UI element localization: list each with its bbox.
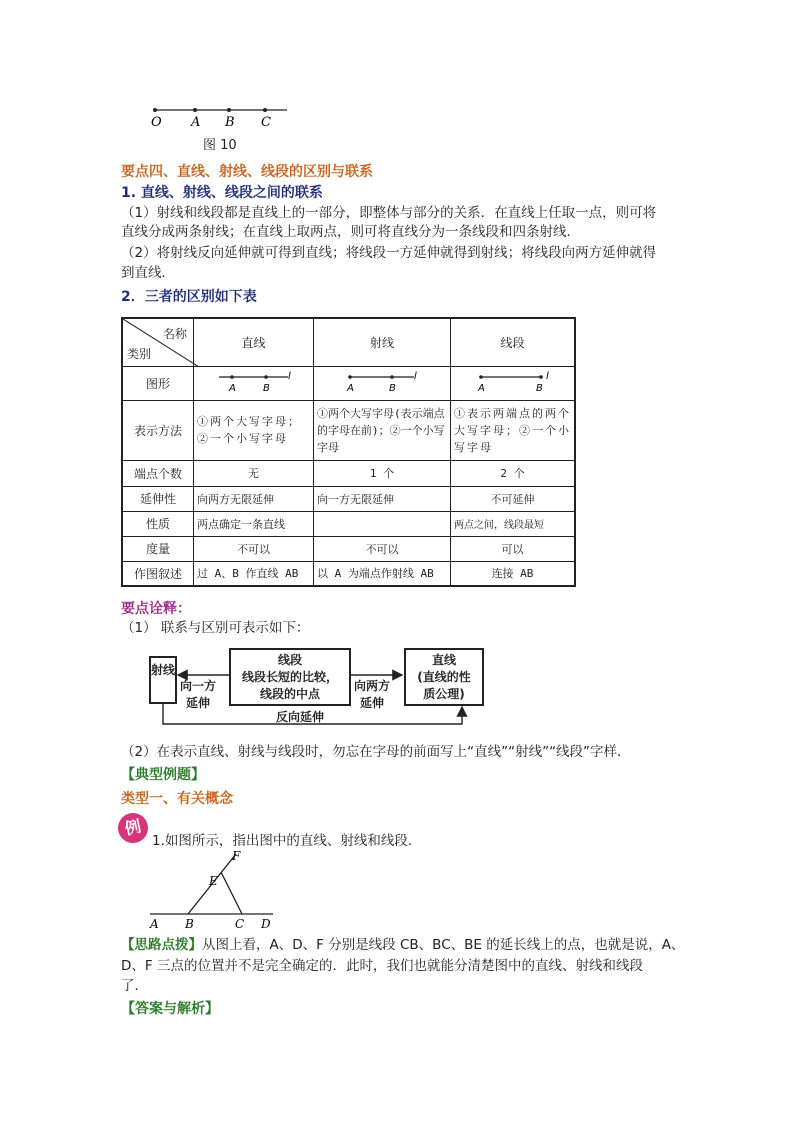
example-question: 1.如图所示，指出图中的直线、射线和线段． [152,833,422,849]
notes-item-2: （2）在表示直线、射线与线段时，勿忘在字母的前面写上“直线”“射线”“线段”字样． [121,744,631,760]
subheading-1: 1. 直线、射线、线段之间的联系 [121,185,323,201]
hint-label: 【思路点拨】 [121,937,202,953]
figure-10 [145,100,295,130]
table-row [122,536,575,561]
table-cell: 以 A 为端点作射线 AB [314,561,451,586]
segment-box-line-3: 线段的中点 [259,687,320,701]
point-f-label: F [232,849,241,863]
col-header-ray: 射线 [314,318,451,366]
svg-text:l: l [288,370,291,382]
table-cell: 可以 [451,536,576,561]
table-row [122,460,575,486]
svg-text:B: B [536,382,543,394]
point-label-o: O [151,115,162,130]
table-cell: 不可延伸 [451,486,576,511]
table-cell: ①两个大写字母(表示端点的字母在前)；②一个小写字母 [314,400,451,460]
table-row [122,486,575,511]
row-label: 延伸性 [122,486,194,511]
row-label: 作图叙述 [122,561,194,586]
table-cell: 向两方无限延伸 [194,486,314,511]
row-label: 端点个数 [122,460,194,486]
svg-text:B: B [389,382,396,394]
svg-text:A: A [347,382,354,394]
line-box [404,648,484,706]
table-row [122,400,575,460]
table-row [122,561,575,586]
hint-line-2: D、F 三点的位置并不是完全确定的．此时，我们也就能分清楚图中的直线、射线和线段 [121,958,643,974]
table-cell: 2 个 [451,460,576,486]
line-box-line-2: (直线的性 [417,670,471,684]
table-cell: ①表示两端点的两个大写字母；②一个小写字母 [451,400,576,460]
table-cell: 1 个 [314,460,451,486]
type-1-heading: 类型一、有关概念 [121,791,233,807]
table-cell: 不可以 [314,536,451,561]
svg-text:A: A [229,382,236,394]
paragraph-2-line-2: 到直线． [121,265,175,281]
corner-bottom-label: 类别 [127,346,152,361]
notes-item-1: （1） 联系与区别可表示如下： [121,620,310,636]
arrow-left-label: 向一方 延伸 [180,679,217,710]
figure-cell-ray [314,366,451,400]
hint-line-3: 了． [121,978,148,994]
notes-heading: 要点诠释： [121,601,191,617]
svg-text:l: l [546,370,549,382]
point-label-a: A [191,115,201,130]
table-cell: 过 A、B 作直线 AB [194,561,314,586]
point-d-label: D [261,917,271,931]
subheading-2: 2．三者的区别如下表 [121,289,257,305]
ray-box: 射线 [149,656,177,704]
col-header-line: 直线 [194,318,314,366]
table-cell: 不可以 [194,536,314,561]
table-cell: ①两个大写字母；②一个小写字母 [194,400,314,460]
line-box-line-3: 质公理) [423,687,465,701]
arrow-right-label: 向两方 延伸 [354,679,391,710]
point-label-c: C [261,115,271,130]
row-label: 度量 [122,536,194,561]
segment-box-line-2: 线段长短的比较， [241,670,338,684]
point-label-b: B [225,115,235,130]
hint-line-1: 【思路点拨】从图上看，A、D、F 分别是线段 CB、BC、BE 的延长线上的点，也就是说，A、 [121,937,685,953]
corner-top-label: 名称 [162,327,187,341]
segment-box [229,648,351,706]
segment-box-line-1: 线段 [277,653,302,667]
answer-label: 【答案与解析】 [121,1001,219,1017]
row-label: 性质 [122,511,194,536]
bottom-arrow-label: 反向延伸 [276,710,325,724]
svg-text:B: B [263,382,270,394]
row-label: 表示方法 [122,400,194,460]
table-cell: 两点之间，线段最短 [451,511,576,536]
example-badge-icon: 例 [115,810,151,846]
point-c-label: C [235,917,245,931]
svg-text:l: l [414,370,417,382]
ray-figure [314,367,450,397]
segment-figure [451,367,574,397]
svg-text:A: A [478,382,485,394]
table-cell: 向一方无限延伸 [314,486,451,511]
line-box-line-1: 直线 [431,653,456,667]
paragraph-2-line-1: （2）将射线反向延伸就可得到直线；将线段一方延伸就得到射线；将线段向两方延伸就得 [121,245,657,261]
point-b-label: B [185,917,194,931]
row-label: 图形 [122,366,194,400]
point-e-label: E [209,874,218,888]
examples-heading: 【典型例题】 [121,767,205,783]
figure-cell-line [194,366,314,400]
table-corner-cell [122,318,194,366]
table-row [122,511,575,536]
paragraph-1-line-2: 直线分成两条射线；在直线上取两点，则可将直线分为一条线段和四条射线． [121,224,580,240]
example-figure [145,848,285,933]
table-cell: 两点确定一条直线 [194,511,314,536]
table-row [122,366,575,400]
line-figure [194,367,313,397]
figure-cell-segment [451,366,576,400]
paragraph-1-line-1: （1）射线和线段都是直线上的一部分，即整体与部分的关系．在直线上任取一点，则可将 [121,205,657,221]
figure-10-caption: 图 10 [203,138,237,153]
section-heading: 要点四、直线、射线、线段的区别与联系 [121,164,373,180]
comparison-table [121,317,576,587]
table-cell: 连接 AB [451,561,576,586]
point-a-label: A [150,917,159,931]
col-header-segment: 线段 [451,318,576,366]
table-cell [314,511,451,536]
table-cell: 无 [194,460,314,486]
